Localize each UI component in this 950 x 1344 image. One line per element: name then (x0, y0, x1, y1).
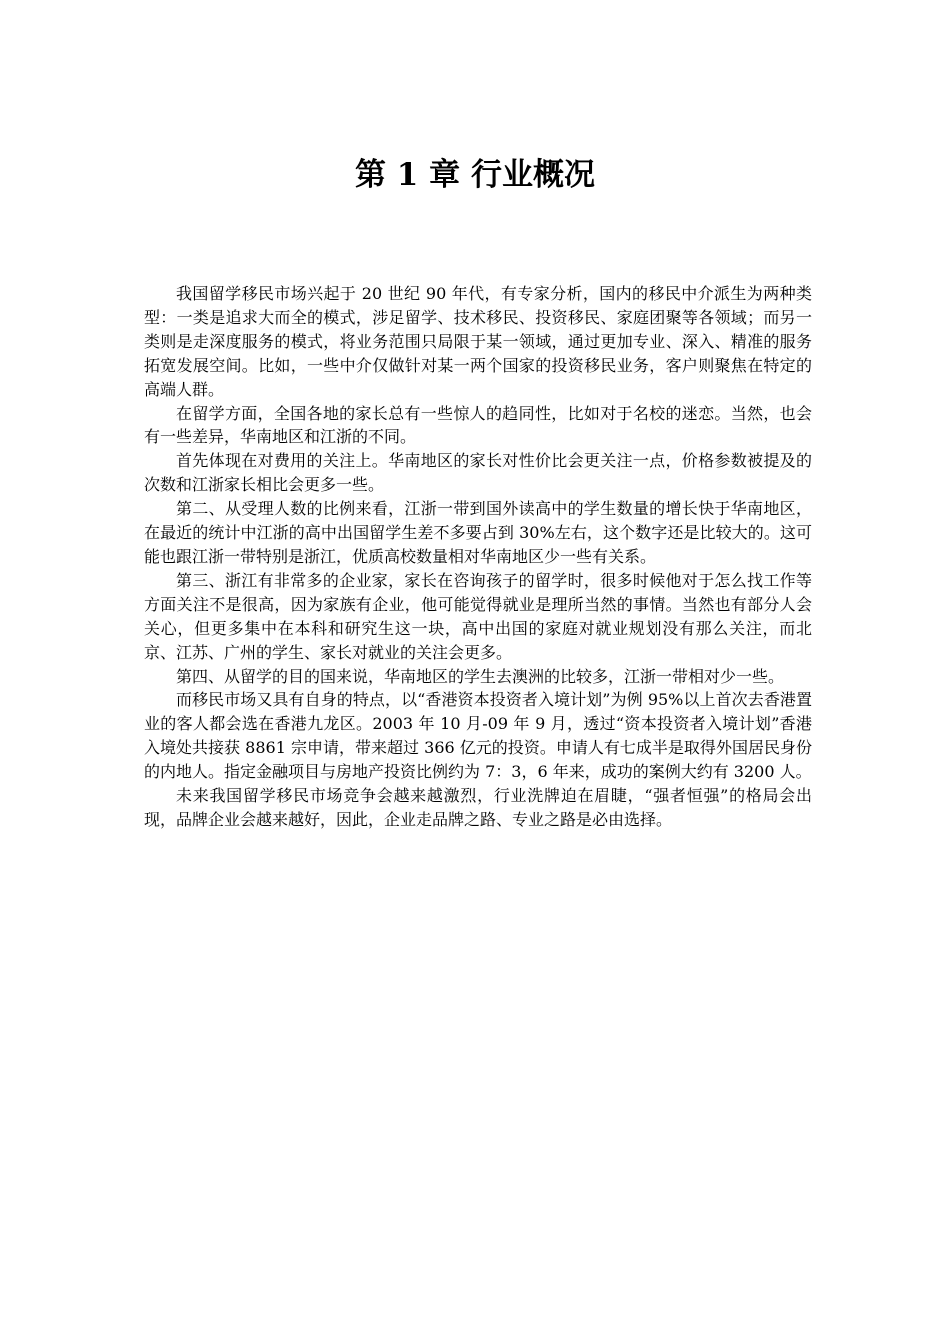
paragraph-future-outlook: 未来我国留学移民市场竞争会越来越激烈，行业洗牌迫在眉睫，“强者恒强”的格局会出现，品牌企业会越来越好，因此，企业走品牌之路、专业之路是必由选择。 (144, 786, 812, 829)
paragraph-applicant-ratio: 第二、从受理人数的比例来看，江浙一带到国外读高中的学生数量的增长快于华南地区，在最近的统计中江浙的高中出国留学生差不多要占到 30%左右，这个数字还是比较大的。这可能也跟江浙一带特别是浙江，优质高校数量相对华南地区少一些有关系。 (144, 499, 812, 566)
body-text (144, 282, 812, 832)
paragraph-destination: 第四、从留学的目的国来说，华南地区的学生去澳洲的比较多，江浙一带相对少一些。 (176, 666, 785, 686)
paragraph-immigration-market: 而移民市场又具有自身的特点，以“香港资本投资者入境计划”为例 95%以上首次去香港置业的客人都会选在香港九龙区。2003 年 10 月-09 年 9 月，透过“资本投资者入境计划”香港入境处共接获 8861 宗申请，带来超过 366 亿元的投资。申请人有七成半是取得外国居民身份的内地人。指定金融项目与房地产投资比例约为 7：3，6 年来，成功的案例大约有 3200 人。 (144, 690, 812, 782)
paragraph-study-abroad-parents: 在留学方面，全国各地的家长总有一些惊人的趋同性，比如对于名校的迷恋。当然，也会有一些差异，华南地区和江浙的不同。 (144, 403, 812, 447)
paragraph-market-origin: 我国留学移民市场兴起于 20 世纪 90 年代，有专家分析，国内的移民中介派生为两种类型：一类是追求大而全的模式，涉足留学、技术移民、投资移民、家庭团聚等各领域；而另一类则是走深度服务的模式，将业务范围只局限于某一领域，通过更加专业、深入、精准的服务拓宽发展空间。比如，一些中介仅做针对某一两个国家的投资移民业务，客户则聚焦在特定的高端人群。 (144, 284, 812, 399)
chapter-title: 第 1 章 行业概况 (355, 157, 595, 193)
paragraph-cost-focus: 首先体现在对费用的关注上。华南地区的家长对性价比会更关注一点，价格参数被提及的次数和江浙家长相比会更多一些。 (144, 451, 812, 495)
paragraph-entrepreneurs: 第三、浙江有非常多的企业家，家长在咨询孩子的留学时，很多时候他对于怎么找工作等方面关注不是很高，因为家族有企业，他可能觉得就业是理所当然的事情。当然也有部分人会关心，但更多集中在本科和研究生这一块，高中出国的家庭对就业规划没有那么关注，而北京、江苏、广州的学生、家长对就业的关注会更多。 (144, 570, 812, 662)
